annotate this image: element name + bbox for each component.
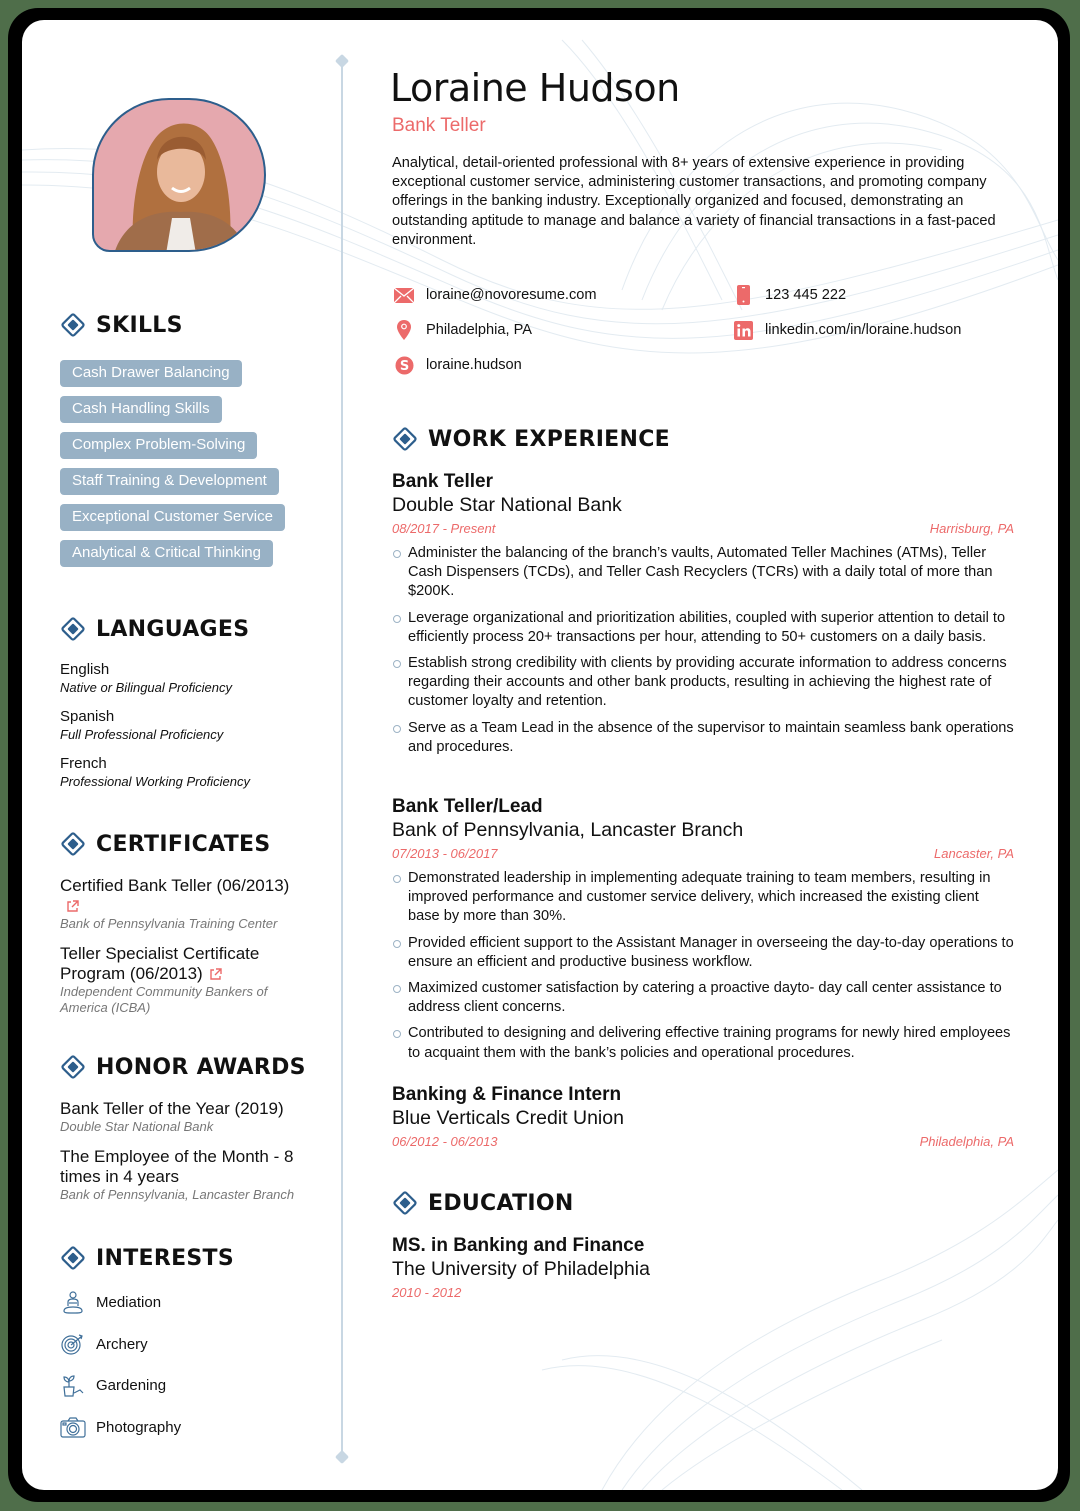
- candidate-title: Bank Teller: [392, 115, 486, 136]
- job-company: Bank of Pennsylvania, Lancaster Branch: [392, 819, 744, 841]
- external-link-icon[interactable]: [209, 968, 222, 981]
- interest-label: Gardening: [96, 1377, 167, 1395]
- awards-list: [60, 1099, 315, 1215]
- languages-list: [60, 660, 320, 801]
- language-level: Full Professional Proficiency: [60, 727, 224, 742]
- skill-tag: Cash Handling Skills: [60, 396, 222, 423]
- contact-email[interactable]: [394, 285, 597, 305]
- language-item: [60, 707, 320, 743]
- contact-email-value: loraine@novoresume.com: [426, 287, 597, 303]
- camera-icon: [60, 1414, 86, 1440]
- section-title: INTERESTS: [96, 1245, 234, 1271]
- certificate-title: Certified Bank Teller (06/2013): [60, 876, 290, 895]
- language-level: Professional Working Proficiency: [60, 774, 251, 789]
- contact-skype-value: loraine.hudson: [426, 357, 522, 373]
- job-bullet: Provided efficient support to the Assistant Manager in overseeing the day-to-day operations to ensure an efficient and productive business workflow.: [392, 934, 1014, 972]
- section-title: CERTIFICATES: [96, 831, 271, 857]
- timeline-bottom-diamond: [335, 1450, 349, 1464]
- interest-item: [60, 1365, 315, 1407]
- portrait-illustration: [94, 100, 266, 252]
- interests-list: [60, 1282, 315, 1448]
- job-bullet: Serve as a Team Lead in the absence of the supervisor to maintain seamless bank operations and procedures.: [392, 719, 1014, 757]
- section-title: HONOR AWARDS: [96, 1054, 306, 1080]
- education-entry: [392, 1234, 1014, 1301]
- skill-tag: Cash Drawer Balancing: [60, 360, 242, 387]
- section-heading-work-experience: [392, 426, 670, 452]
- certificates-list: [60, 876, 315, 1028]
- section-heading-education: [392, 1190, 574, 1216]
- skill-tag: Complex Problem-Solving: [60, 432, 257, 459]
- resume-page: [22, 20, 1058, 1490]
- award-title: Bank Teller of the Year (2019): [60, 1099, 284, 1118]
- job-bullet: Administer the balancing of the branch’s vaults, Automated Teller Machines (ATMs), Teller Cash Dispensers (TCDs), and Teller Cash Recyclers (TCRs) with a daily total of more than $200K.: [392, 544, 1014, 602]
- section-title: EDUCATION: [428, 1190, 574, 1216]
- interest-item: [60, 1407, 315, 1449]
- work-entry: [392, 795, 1014, 1070]
- section-heading-skills: [60, 312, 183, 338]
- diamond-bullet-icon: [392, 1190, 418, 1216]
- skill-tag: Analytical & Critical Thinking: [60, 540, 273, 567]
- award-issuer: Double Star National Bank: [60, 1119, 214, 1134]
- job-title: Bank Teller: [392, 471, 494, 492]
- certificate-title: Teller Specialist Certificate Program (06/2013): [60, 944, 260, 983]
- work-entry: [392, 470, 1014, 764]
- contact-location-value: Philadelphia, PA: [426, 322, 533, 338]
- contact-skype[interactable]: [394, 355, 522, 375]
- diamond-bullet-icon: [60, 1245, 86, 1271]
- job-title: Banking & Finance Intern: [392, 1084, 622, 1105]
- contact-phone[interactable]: [733, 285, 846, 305]
- award-item: [60, 1147, 315, 1203]
- job-title: Bank Teller/Lead: [392, 796, 543, 817]
- meditation-icon: [60, 1290, 86, 1316]
- diamond-bullet-icon: [392, 426, 418, 452]
- job-bullets: [392, 869, 1014, 1063]
- certificate-item: [60, 944, 315, 1016]
- interest-label: Photography: [96, 1418, 182, 1436]
- svg-text:S: S: [399, 358, 409, 374]
- language-level: Native or Bilingual Proficiency: [60, 680, 232, 695]
- job-dates: 06/2012 - 06/2013: [392, 1134, 498, 1149]
- interest-label: Archery: [96, 1335, 148, 1353]
- job-dates: 08/2017 - Present: [392, 521, 496, 536]
- phone-icon: [737, 285, 750, 305]
- education-degree: MS. in Banking and Finance: [392, 1235, 645, 1256]
- linkedin-icon: [734, 321, 753, 340]
- section-heading-languages: [60, 616, 249, 642]
- section-title: LANGUAGES: [96, 616, 250, 642]
- job-bullet: Establish strong credibility with clients by providing accurate information to address concerns regarding their accounts and other bank products, resulting in achieving the highest rate of customer loyalty and retention.: [392, 654, 1014, 712]
- job-bullet: Maximized customer satisfaction by catering a proactive dayto- day call center assistance to address client concerns.: [392, 979, 1014, 1017]
- gardening-icon: [60, 1373, 86, 1399]
- language-item: [60, 660, 320, 696]
- work-entry: [392, 1083, 1014, 1150]
- skill-tag: Exceptional Customer Service: [60, 504, 285, 531]
- interest-label: Mediation: [96, 1294, 162, 1312]
- timeline-line: [341, 62, 343, 1460]
- language-name: French: [60, 755, 107, 772]
- language-name: Spanish: [60, 708, 115, 725]
- interest-item: [60, 1282, 315, 1324]
- section-heading-certificates: [60, 831, 270, 857]
- skill-tag: Staff Training & Development: [60, 468, 279, 495]
- diamond-bullet-icon: [60, 831, 86, 857]
- job-dates: 07/2013 - 06/2017: [392, 846, 498, 861]
- profile-photo: [92, 98, 266, 252]
- job-location: Harrisburg, PA: [929, 521, 1014, 536]
- contact-phone-value: 123 445 222: [765, 287, 847, 303]
- job-company: Double Star National Bank: [392, 494, 622, 516]
- language-name: English: [60, 661, 110, 678]
- skype-icon: [395, 356, 414, 375]
- certificate-issuer: Bank of Pennsylvania Training Center: [60, 916, 278, 931]
- job-company: Blue Verticals Credit Union: [392, 1107, 624, 1129]
- profile-summary: Analytical, detail-oriented professional with 8+ years of extensive experience in providing exceptional customer service, administering customer transactions, and promoting company offerings in the banking industry. Exceptionally organized and focused, demonstrating an outstanding aptitude to manage and balance a variety of financial transactions in a fast-paced environment.: [392, 155, 996, 248]
- diamond-bullet-icon: [60, 312, 86, 338]
- section-title: SKILLS: [96, 312, 183, 338]
- language-item: [60, 754, 320, 790]
- diamond-bullet-icon: [60, 1054, 86, 1080]
- interest-item: [60, 1324, 315, 1366]
- section-heading-awards: [60, 1054, 306, 1080]
- certificate-issuer: Independent Community Bankers of America (ICBA): [60, 984, 268, 1015]
- contact-linkedin[interactable]: [733, 320, 961, 340]
- candidate-name: Loraine Hudson: [390, 66, 680, 110]
- timeline-top-diamond: [335, 54, 349, 68]
- external-link-icon[interactable]: [66, 900, 79, 913]
- award-title: The Employee of the Month - 8 times in 4 years: [60, 1147, 294, 1186]
- mail-icon: [394, 288, 414, 303]
- education-dates: 2010 - 2012: [392, 1285, 462, 1300]
- award-issuer: Bank of Pennsylvania, Lancaster Branch: [60, 1187, 295, 1202]
- certificate-item: [60, 876, 315, 932]
- archery-target-icon: [60, 1331, 86, 1357]
- skills-list: [60, 360, 320, 576]
- job-location: Lancaster, PA: [934, 846, 1014, 861]
- job-bullet: Demonstrated leadership in implementing adequate training to team members, resulting in improved performance and customer service delivery, which increased the existing client base by more than 30%.: [392, 869, 1014, 927]
- section-title: WORK EXPERIENCE: [428, 426, 670, 452]
- contact-location: [394, 320, 532, 340]
- education-school: The University of Philadelphia: [392, 1258, 650, 1280]
- job-bullet: Leverage organizational and prioritization abilities, coupled with superior attention to detail to efficiently process 20+ transactions per hour, attending to 50+ customers on a daily basis.: [392, 609, 1014, 647]
- job-location: Philadelphia, PA: [919, 1134, 1014, 1149]
- diamond-bullet-icon: [60, 616, 86, 642]
- job-bullet: Contributed to designing and delivering effective training programs for newly hired employees to acquaint them with the bank’s policies and operational procedures.: [392, 1024, 1014, 1062]
- contact-linkedin-value: linkedin.com/in/loraine.hudson: [765, 322, 962, 338]
- map-pin-icon: [397, 320, 411, 340]
- section-heading-interests: [60, 1245, 234, 1271]
- job-bullets: [392, 544, 1014, 757]
- award-item: [60, 1099, 315, 1135]
